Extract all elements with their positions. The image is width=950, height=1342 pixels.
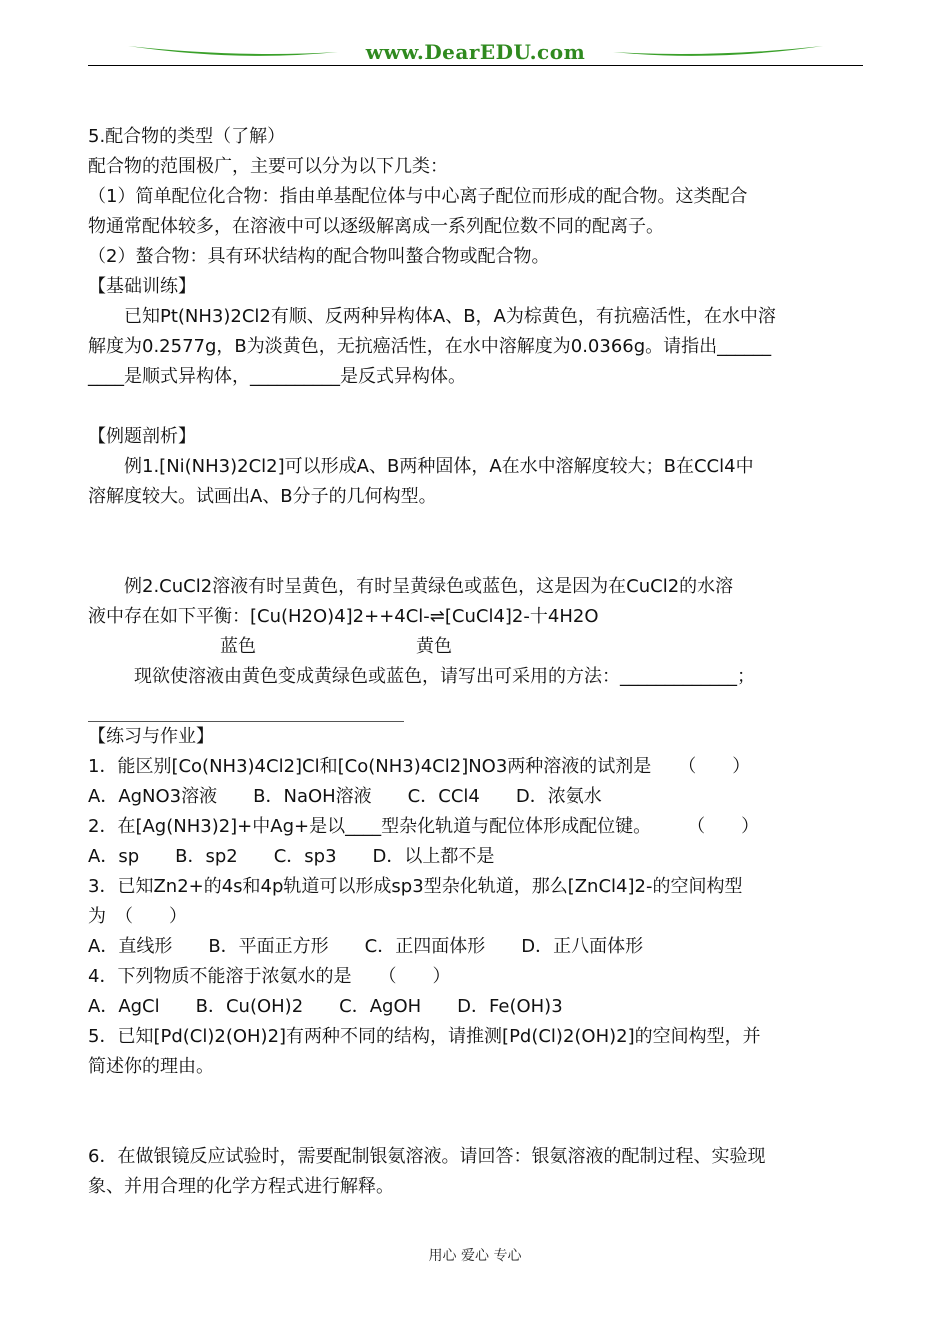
question-line: 6．在做银镜反应试验时，需要配制银氨溶液。请回答：银氨溶液的配制过程、实验现 [88, 1146, 766, 1167]
paragraph-line: 物通常配体较多，在溶液中可以逐级解离成一系列配位数不同的配离子。 [88, 216, 664, 237]
paragraph-line: （1）简单配位化合物：指由单基配位体与中心离子配位而形成的配合物。这类配合 [88, 186, 748, 207]
question-line: 3．已知Zn2+的4s和4p轨道可以形成sp3型杂化轨道，那么[ZnCl4]2-的空间构型 [88, 876, 743, 897]
question-line: 象、并用合理的化学方程式进行解释。 [88, 1176, 394, 1197]
question-line: 简述你的理由。 [88, 1056, 214, 1077]
paragraph-line: 例2.CuCl2溶液有时呈黄色，有时呈黄绿色或蓝色，这是因为在CuCl2的水溶 [124, 576, 734, 597]
color-labels [88, 632, 868, 662]
paragraph-line: 配合物的范围极广，主要可以分为以下几类： [88, 156, 448, 177]
site-header [88, 38, 863, 68]
paragraph-line: 已知Pt(NH3)2Cl2有顺、反两种异构体A、B，A为棕黄色，有抗癌活性，在水中溶 [124, 306, 776, 327]
options-line: A．sp B．sp2 C．sp3 D．以上都不是 [88, 846, 495, 867]
question-line: 2．在[Ag(NH3)2]+中Ag+是以____型杂化轨道与配位体形成配位键。 （ ） [88, 816, 760, 837]
paragraph-line: 溶解度较大。试画出A、B分子的几何构型。 [88, 486, 437, 507]
answer-blank-line [88, 692, 868, 722]
site-logo-text: www.DearEDU.com [365, 40, 586, 64]
header-divider [88, 65, 863, 66]
color-label-blue: 蓝色 [220, 636, 256, 657]
section-title: 5.配合物的类型（了解） [88, 126, 286, 147]
question-line: 1．能区别[Co(NH3)4Cl2]Cl和[Co(NH3)4Cl2]NO3两种溶液的试剂是 （ ） [88, 756, 751, 777]
options-line: A．AgNO3溶液 B．NaOH溶液 C．CCl4 D．浓氨水 [88, 786, 602, 807]
section-heading-basic-training: 【基础训练】 [88, 276, 196, 297]
equation-line: 液中存在如下平衡：[Cu(H2O)4]2++4Cl-⇌[CuCl4]2-十4H2O [88, 606, 599, 627]
paragraph-line: ____是顺式异构体，__________是反式异构体。 [88, 366, 466, 387]
options-line: A．直线形 B．平面正方形 C．正四面体形 D．正八面体形 [88, 936, 644, 957]
paragraph-line: 解度为0.2577g，B为淡黄色，无抗癌活性，在水中溶解度为0.0366g。请指出______ [88, 336, 772, 357]
paragraph-line: 例1.[Ni(NH3)2Cl2]可以形成A、B两种固体，A在水中溶解度较大；B在CCl4中 [124, 456, 754, 477]
page-footer: 用心 爱心 专心 [428, 1248, 522, 1264]
question-line: 4．下列物质不能溶于浓氨水的是 （ ） [88, 966, 451, 987]
options-line: A．AgCl B．Cu(OH)2 C．AgOH D．Fe(OH)3 [88, 996, 563, 1017]
paragraph-line: （2）螯合物：具有环状结构的配合物叫螯合物或配合物。 [88, 246, 550, 267]
section-heading-examples: 【例题剖析】 [88, 426, 196, 447]
section-heading-exercises: 【练习与作业】 [88, 726, 214, 747]
question-line: 5．已知[Pd(Cl)2(OH)2]有两种不同的结构，请推测[Pd(Cl)2(OH)2]的空间构型，并 [88, 1026, 761, 1047]
color-label-yellow: 黄色 [416, 636, 452, 657]
paragraph-line: 现欲使溶液由黄色变成黄绿色或蓝色，请写出可采用的方法：_____________； [134, 666, 755, 687]
document-body [88, 122, 868, 1202]
question-line: 为 （ ） [88, 906, 187, 927]
